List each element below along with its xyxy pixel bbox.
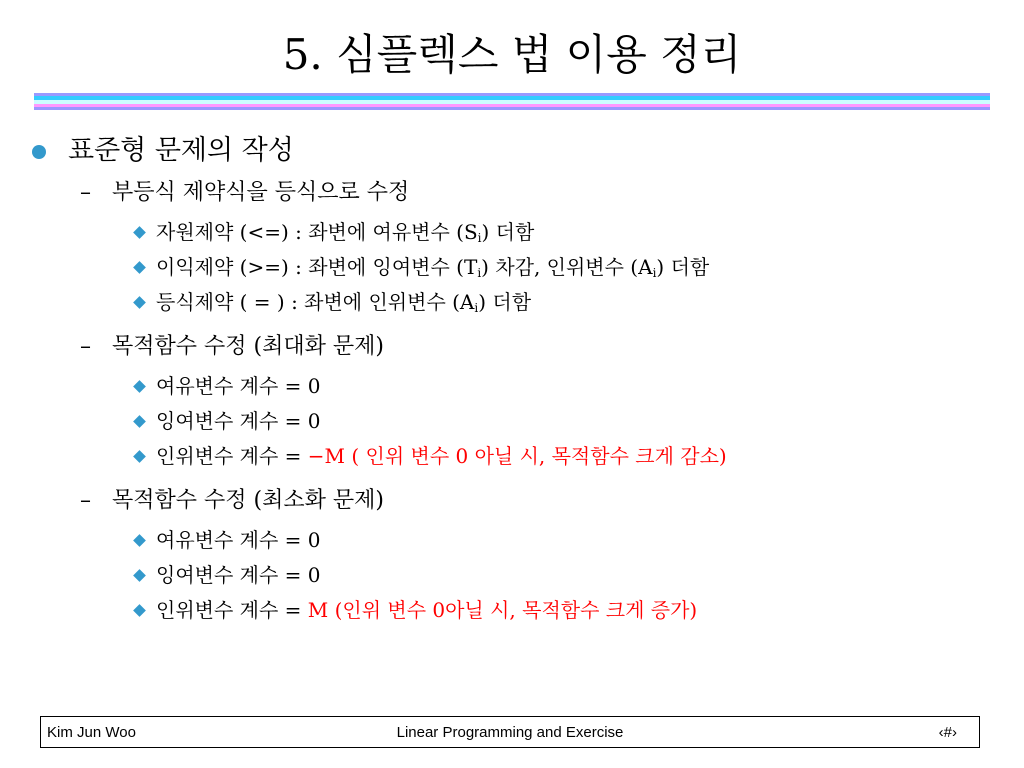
diamond-icon [133, 261, 146, 274]
diamond-icon [133, 380, 146, 393]
diamond-icon [133, 226, 146, 239]
dash-icon: – [80, 334, 91, 359]
diamond-icon [133, 296, 146, 309]
highlight-text: −M ( 인위 변수 0 아닐 시, 목적함수 크게 감소) [307, 444, 727, 468]
diamond-icon [133, 604, 146, 617]
list-item: 이익제약 (>=) : 좌변에 잉여변수 $(T_i)$ 차감, 인위변수 $(A_i)$ 더함 [156, 255, 710, 280]
group-heading: 부등식 제약식을 등식으로 수정 [112, 180, 410, 205]
dash-icon: – [80, 180, 91, 205]
footer-course: Linear Programming and Exercise [396, 724, 624, 741]
list-item: 자원제약 (<=) : 좌변에 여유변수 $(S_i)$ 더함 [156, 220, 535, 245]
slide-title: 5. 심플렉스 법 이용 정리 [282, 30, 742, 79]
list-item: 인위변수 계수 = −M ( 인위 변수 0 아닐 시, 목적함수 크게 감소) [156, 444, 727, 468]
group-heading: 목적함수 수정 (최대화 문제) [112, 334, 384, 359]
list-item: 여유변수 계수 = 0 [156, 528, 321, 552]
dash-icon: – [80, 488, 91, 513]
list-item: 잉여변수 계수 = 0 [156, 563, 321, 587]
list-item: 등식제약 ( = ) : 좌변에 인위변수 $(A_i)$ 더함 [156, 290, 532, 315]
diamond-icon [133, 415, 146, 428]
slide-footer [40, 716, 980, 748]
diamond-icon [133, 450, 146, 463]
bullet-dot-icon [32, 145, 46, 159]
list-item: 여유변수 계수 = 0 [156, 374, 321, 398]
main-bullet: 표준형 문제의 작성 [68, 135, 294, 166]
footer-author: Kim Jun Woo [47, 724, 136, 741]
diamond-icon [133, 569, 146, 582]
list-item: 잉여변수 계수 = 0 [156, 409, 321, 433]
list-item: 인위변수 계수 = M (인위 변수 0아닐 시, 목적함수 크게 증가) [156, 598, 698, 622]
diamond-icon [133, 534, 146, 547]
highlight-text: M (인위 변수 0아닐 시, 목적함수 크게 증가) [307, 598, 698, 622]
footer-page-number: ‹#› [938, 724, 957, 741]
group-heading: 목적함수 수정 (최소화 문제) [112, 488, 384, 513]
